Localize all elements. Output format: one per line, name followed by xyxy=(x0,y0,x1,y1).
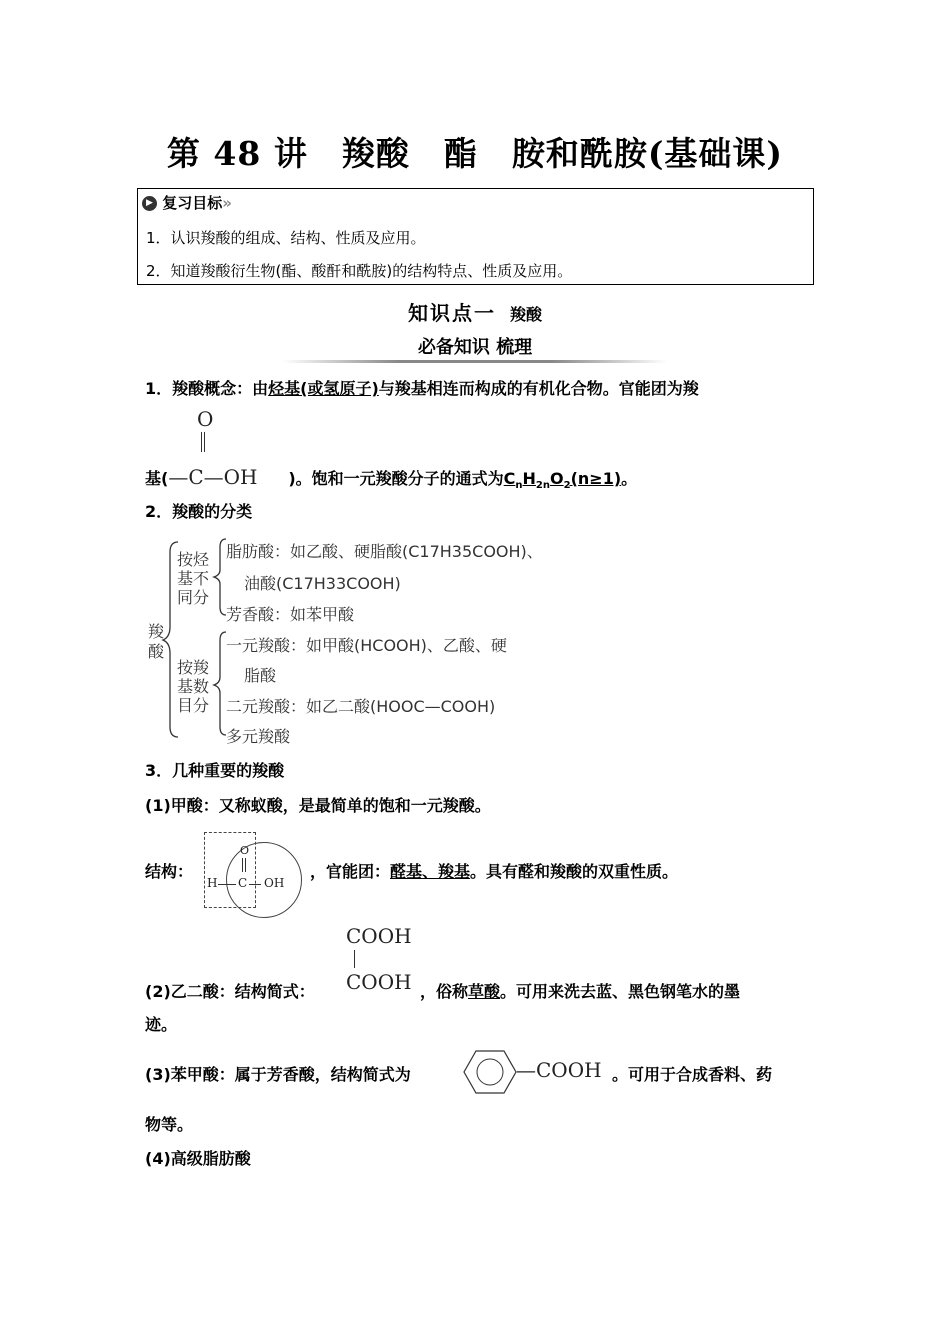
oxalic-cooh-bottom: COOH xyxy=(346,970,412,994)
aromatic-acid-line: 芳香酸：如苯甲酸 xyxy=(226,605,355,624)
goal-item: 1．认识羧酸的组成、结构、性质及应用。 xyxy=(146,229,426,247)
oxalic-acid-desc-cont: 迹。 xyxy=(145,1015,178,1034)
oxalic-acid-label: (2)乙二酸：结构简式： xyxy=(145,982,315,1001)
section-heading: 知识点一 羧酸 xyxy=(407,301,542,325)
carboxyl-structure: —C—OH xyxy=(168,465,258,489)
important-acids-heading: 3．几种重要的羧酸 xyxy=(145,761,285,780)
goal-item: 2．知道羧酸衍生物(酯、酸酐和酰胺)的结构特点、性质及应用。 xyxy=(146,262,573,280)
oxalic-cooh-top: COOH xyxy=(346,924,412,948)
formic-acid-structure: O H C OH xyxy=(204,832,304,906)
review-goals-heading: ▶ 复习目标» xyxy=(142,192,232,213)
group-by-hydrocarbon: 按烃基不同分 xyxy=(177,550,210,607)
concept-line-1: 1．羧酸概念：由烃基(或氢原子)与羧基相连而构成的有机化合物。官能团为羧 xyxy=(145,379,699,398)
formic-acid-line: (1)甲酸：又称蚁酸，是最简单的饱和一元羧酸。 xyxy=(145,796,491,815)
sub-banner: 必备知识 梳理 xyxy=(283,333,667,363)
benzoic-cooh: —COOH xyxy=(516,1058,602,1082)
oleic-acid-line: 油酸(C17H33COOH) xyxy=(244,574,401,593)
formic-structure-label: 结构： xyxy=(145,862,194,881)
oxalic-bond xyxy=(354,950,355,968)
review-goals-box xyxy=(137,188,814,285)
double-chevron-icon: » xyxy=(222,194,232,212)
concept-line-2: 基(—C—OH )。饱和一元羧酸分子的通式为$C_nH_{2n}O_2(n\ge 1)$。 xyxy=(145,465,638,492)
mono-acid-line: 一元羧酸：如甲酸(HCOOH)、乙酸、硬 xyxy=(226,636,507,655)
poly-acid-line: 多元羧酸 xyxy=(226,727,291,746)
double-bond xyxy=(201,432,205,452)
di-acid-line: 二元羧酸：如乙二酸(HOOC—COOH) xyxy=(226,697,496,716)
oxalic-acid-desc: ，俗称草酸。可用来洗去蓝、黑色钢笔水的墨 xyxy=(420,982,741,1001)
benzoic-acid-desc: 。可用于合成香料、药 xyxy=(612,1065,773,1084)
fatty-acid-line: 脂肪酸：如乙酸、硬脂酸(C17H35COOH)、 xyxy=(226,542,543,561)
formic-functional-groups: ，官能团：醛基、羧基。具有醛和羧酸的双重性质。 xyxy=(310,862,679,881)
higher-fatty-acids-heading: (4)高级脂肪酸 xyxy=(145,1149,251,1168)
page-title: 第 48 讲 羧酸 酯 胺和酰胺(基础课) xyxy=(166,134,784,173)
tree-root: 羧酸 xyxy=(148,622,165,661)
play-circle-icon: ▶ xyxy=(142,196,157,211)
general-formula: $C_nH_{2n}O_2(n\ge 1)$ xyxy=(503,469,622,492)
classification-heading: 2．羧酸的分类 xyxy=(145,502,253,521)
mono-acid-line-cont: 脂酸 xyxy=(244,666,277,685)
group-by-carboxyl-count: 按羧基数目分 xyxy=(177,658,210,715)
benzoic-acid-label: (3)苯甲酸：属于芳香酸，结构简式为 xyxy=(145,1065,411,1084)
benzoic-acid-desc-cont: 物等。 xyxy=(145,1115,194,1134)
benzene-ring-icon xyxy=(462,1048,518,1096)
carboxyl-o: O xyxy=(197,407,214,431)
